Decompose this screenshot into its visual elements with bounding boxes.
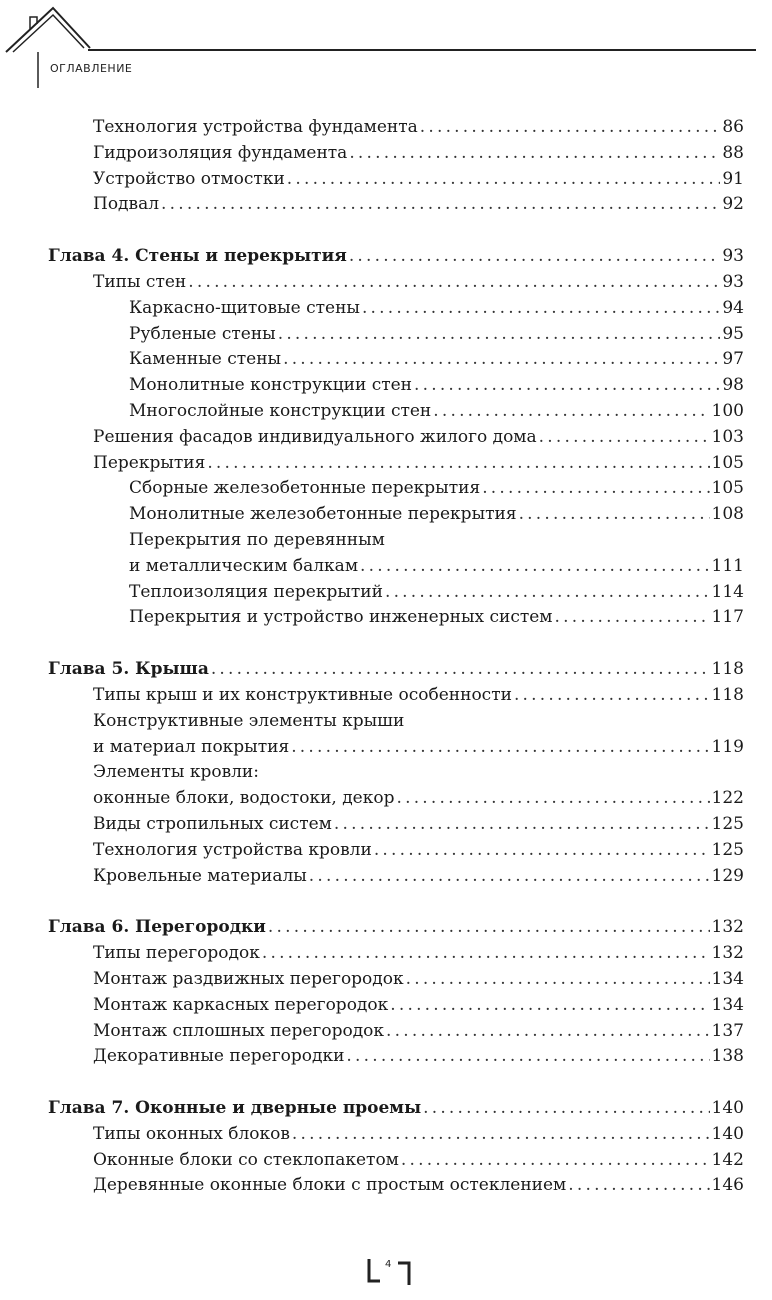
table-of-contents	[48, 115, 744, 1199]
dot-leader	[334, 812, 710, 838]
dot-leader	[414, 373, 720, 399]
toc-entry-page: 95	[722, 323, 744, 344]
toc-entry-page: 142	[711, 1149, 744, 1170]
dot-leader	[287, 167, 721, 193]
dot-leader	[362, 296, 720, 322]
toc-entry-page: 91	[722, 168, 744, 189]
toc-entry[interactable]	[48, 141, 744, 167]
dot-leader	[268, 915, 710, 941]
toc-entry[interactable]	[48, 322, 744, 348]
dot-leader	[292, 1122, 710, 1148]
dot-leader	[291, 735, 709, 761]
toc-entry-page: 125	[711, 813, 744, 834]
toc-entry-page: 105	[711, 452, 744, 473]
toc-entry[interactable]	[48, 838, 744, 864]
toc-entry-page: 114	[711, 581, 744, 602]
toc-entry[interactable]	[48, 167, 744, 193]
toc-entry-page: 132	[711, 943, 744, 964]
toc-entry[interactable]	[48, 580, 744, 606]
toc-entry-title: Монолитные железобетонные перекрытия	[129, 504, 517, 525]
section-gap	[48, 631, 744, 657]
dot-leader	[390, 993, 709, 1019]
toc-entry[interactable]	[48, 709, 744, 735]
dot-leader	[406, 967, 710, 993]
toc-entry-title: Перекрытия	[93, 452, 206, 473]
dot-leader	[420, 115, 721, 141]
dot-leader	[568, 1173, 709, 1199]
toc-entry[interactable]	[48, 605, 744, 631]
toc-entry[interactable]	[48, 993, 744, 1019]
toc-entry-page: 122	[711, 788, 744, 809]
toc-entry[interactable]	[48, 812, 744, 838]
toc-entry-page: 138	[711, 1046, 744, 1067]
dot-leader	[349, 141, 720, 167]
dot-leader	[374, 838, 710, 864]
dot-leader	[385, 580, 710, 606]
toc-entry-page: 108	[711, 504, 744, 525]
dot-leader	[309, 864, 710, 890]
toc-entry[interactable]	[48, 451, 744, 477]
toc-entry[interactable]	[48, 528, 744, 554]
dot-leader	[482, 476, 709, 502]
dot-leader	[207, 451, 709, 477]
dot-leader	[555, 605, 710, 631]
toc-entry-title: Гидроизоляция фундамента	[93, 142, 348, 163]
toc-entry-title: оконные блоки, водостоки, декор	[93, 788, 395, 809]
toc-entry[interactable]	[48, 192, 744, 218]
toc-entry-title: Конструктивные элементы крыши	[93, 710, 405, 731]
dot-leader	[433, 399, 709, 425]
toc-entry-title: Глава 6. Перегородки	[48, 917, 266, 938]
toc-entry[interactable]	[48, 373, 744, 399]
toc-entry[interactable]	[48, 1122, 744, 1148]
toc-entry-title: Многослойные конструкции стен	[129, 400, 432, 421]
dot-leader	[262, 941, 710, 967]
dot-leader	[386, 1019, 710, 1045]
toc-entry-title: Рубленые стены	[129, 323, 276, 344]
toc-entry[interactable]	[48, 1019, 744, 1045]
toc-entry-title: Элементы кровли:	[93, 762, 259, 783]
toc-entry-page: 117	[711, 607, 744, 628]
toc-entry-title: Решения фасадов индивидуального жилого дома	[93, 426, 537, 447]
toc-entry-page: 119	[711, 736, 744, 757]
dot-leader	[519, 502, 710, 528]
dot-leader	[283, 347, 720, 373]
toc-entry[interactable]	[48, 296, 744, 322]
toc-entry-title: Виды стропильных систем	[93, 813, 332, 834]
toc-entry[interactable]	[48, 941, 744, 967]
toc-entry-title: Глава 7. Оконные и дверные проемы	[48, 1098, 422, 1119]
toc-entry-title: Типы оконных блоков	[93, 1123, 290, 1144]
toc-entry-page: 146	[711, 1175, 744, 1196]
dot-leader	[401, 1148, 710, 1174]
toc-entry-page: 137	[711, 1020, 744, 1041]
toc-entry-title: и металлическим балкам	[129, 555, 359, 576]
toc-entry-page: 88	[722, 142, 744, 163]
toc-entry[interactable]	[48, 399, 744, 425]
toc-entry-page: 93	[722, 271, 744, 292]
toc-entry-page: 98	[722, 375, 744, 396]
toc-entry-page: 125	[711, 839, 744, 860]
section-label: ОГЛАВЛЕНИЕ	[50, 62, 133, 75]
toc-entry[interactable]	[48, 347, 744, 373]
toc-entry-page: 118	[711, 684, 744, 705]
section-gap	[48, 1070, 744, 1096]
toc-entry-title: Технология устройства фундамента	[93, 117, 418, 137]
toc-entry-page: 86	[722, 117, 744, 137]
toc-entry[interactable]	[48, 760, 744, 786]
toc-entry[interactable]	[48, 864, 744, 890]
dot-leader	[360, 554, 710, 580]
toc-entry[interactable]	[48, 967, 744, 993]
toc-entry[interactable]	[48, 786, 744, 812]
toc-entry-title: Устройство отмостки	[93, 168, 285, 189]
toc-entry[interactable]	[48, 554, 744, 580]
toc-entry[interactable]	[48, 1173, 744, 1199]
toc-entry-page: 92	[722, 194, 744, 215]
toc-entry-title: Перекрытия по деревянным	[129, 529, 385, 550]
section-gap	[48, 889, 744, 915]
toc-entry-title: Декоративные перегородки	[93, 1046, 345, 1067]
dot-leader	[161, 192, 720, 218]
toc-entry[interactable]	[48, 502, 744, 528]
dot-leader	[423, 1096, 709, 1122]
toc-entry-title: Подвал	[93, 194, 160, 215]
toc-entry-title: Перекрытия и устройство инженерных систем	[129, 607, 553, 628]
toc-entry-page: 93	[722, 246, 744, 267]
page-number: 4	[385, 1259, 392, 1270]
toc-entry[interactable]	[48, 425, 744, 451]
toc-entry-title: Кровельные материалы	[93, 865, 307, 886]
toc-entry[interactable]	[48, 476, 744, 502]
toc-entry-title: Монолитные конструкции стен	[129, 375, 413, 396]
toc-entry[interactable]	[48, 115, 744, 141]
dot-leader	[539, 425, 710, 451]
toc-entry-page: 105	[711, 478, 744, 499]
house-roof-icon	[0, 0, 100, 90]
toc-entry-page: 129	[711, 865, 744, 886]
toc-entry-page: 132	[711, 917, 744, 938]
toc-chapter-entry[interactable]	[48, 244, 744, 270]
toc-chapter-entry[interactable]	[48, 657, 744, 683]
toc-entry-title: Оконные блоки со стеклопакетом	[93, 1149, 399, 1170]
toc-entry[interactable]	[48, 683, 744, 709]
toc-entry-page: 140	[711, 1098, 744, 1119]
toc-entry-title: Каркасно-щитовые стены	[129, 297, 360, 318]
toc-entry-page: 140	[711, 1123, 744, 1144]
toc-entry-page: 100	[711, 400, 744, 421]
dot-leader	[188, 270, 720, 296]
toc-entry-title: Технология устройства кровли	[93, 839, 372, 860]
toc-entry-title: Типы перегородок	[93, 943, 260, 964]
toc-entry[interactable]	[48, 735, 744, 761]
dot-leader	[396, 786, 709, 812]
section-gap	[48, 218, 744, 244]
header-rule	[88, 49, 756, 51]
toc-entry[interactable]	[48, 1044, 744, 1070]
toc-entry-page: 94	[722, 297, 744, 318]
toc-entry[interactable]	[48, 270, 744, 296]
toc-entry-page: 134	[711, 968, 744, 989]
toc-entry-title: Теплоизоляция перекрытий	[129, 581, 383, 602]
dot-leader	[349, 244, 721, 270]
dot-leader	[211, 657, 710, 683]
dot-leader	[278, 322, 721, 348]
toc-entry-title: Монтаж раздвижных перегородок	[93, 968, 404, 989]
toc-chapter-entry[interactable]	[48, 1096, 744, 1122]
toc-entry-title: Типы стен	[93, 271, 187, 292]
dot-leader	[346, 1044, 709, 1070]
toc-entry-title: Монтаж каркасных перегородок	[93, 994, 389, 1015]
toc-entry-title: Каменные стены	[129, 349, 282, 370]
toc-entry-page: 97	[722, 349, 744, 370]
toc-entry-page: 134	[711, 994, 744, 1015]
toc-entry-title: и материал покрытия	[93, 736, 290, 757]
toc-entry-page: 111	[711, 555, 744, 576]
toc-entry-title: Сборные железобетонные перекрытия	[129, 478, 481, 499]
toc-entry-page: 103	[711, 426, 744, 447]
toc-chapter-entry[interactable]	[48, 915, 744, 941]
toc-entry-title: Типы крыш и их конструктивные особенности	[93, 684, 512, 705]
toc-entry[interactable]	[48, 1148, 744, 1174]
dot-leader	[514, 683, 710, 709]
toc-entry-title: Монтаж сплошных перегородок	[93, 1020, 385, 1041]
toc-entry-title: Глава 5. Крыша	[48, 659, 209, 680]
toc-entry-title: Деревянные оконные блоки с простым остеклением	[93, 1175, 567, 1196]
toc-entry-page: 118	[711, 659, 744, 680]
toc-entry-title: Глава 4. Стены и перекрытия	[48, 246, 347, 267]
